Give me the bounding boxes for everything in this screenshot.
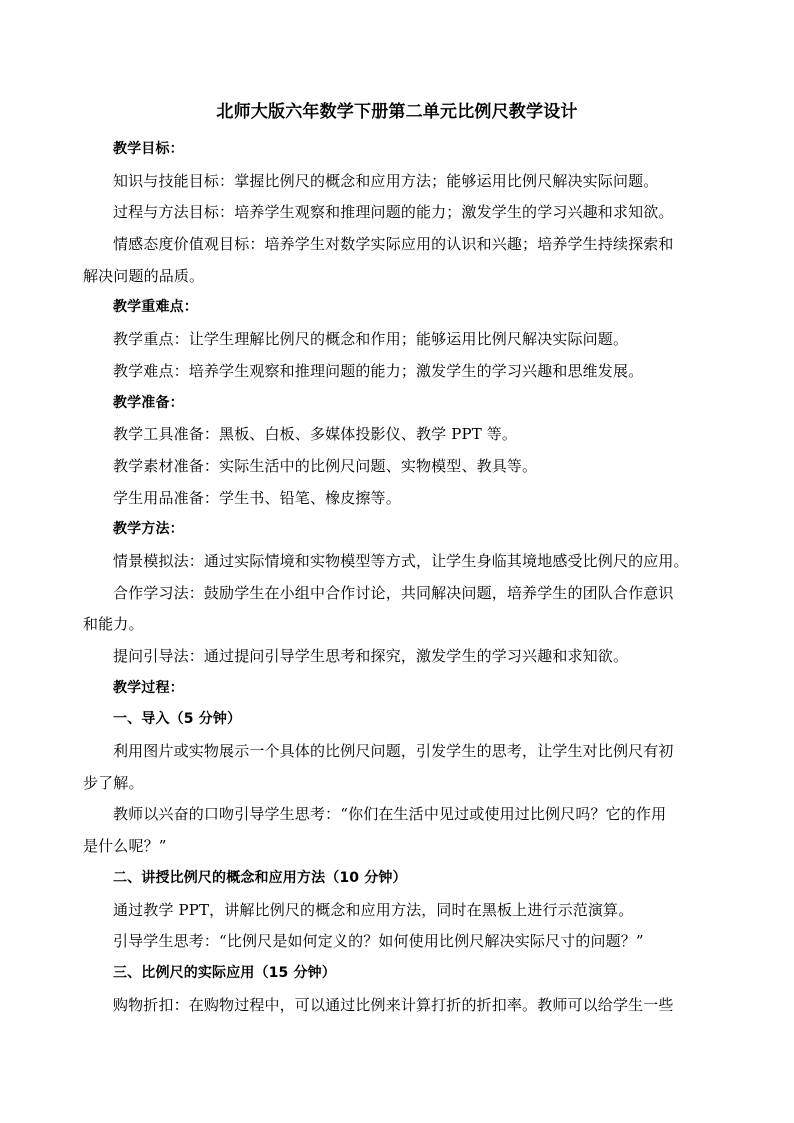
paragraph-simulation: 情景模拟法：通过实际情境和实物模型等方式，让学生身临其境地感受比例尺的应用。	[113, 551, 689, 570]
paragraph-concept: 通过教学 PPT，讲解比例尺的概念和应用方法，同时在黑板上进行示范演算。	[113, 900, 634, 919]
paragraph-tools: 教学工具准备：黑板、白板、多媒体投影仪、教学 PPT 等。	[113, 425, 518, 444]
paragraph-attitude-goal: 情感态度价值观目标：培养学生对数学实际应用的认识和兴趣；培养学生持续探索和	[113, 235, 674, 254]
paragraph-key-point: 教学重点：让学生理解比例尺的概念和作用；能够运用比例尺解决实际问题。	[113, 330, 629, 349]
paragraph-cooperative-cont: 和能力。	[83, 615, 144, 634]
heading-teaching-goals: 教学目标：	[113, 141, 184, 157]
paragraph-attitude-goal-cont: 解决问题的品质。	[83, 266, 205, 285]
paragraph-materials: 教学素材准备：实际生活中的比例尺问题、实物模型、教具等。	[113, 456, 538, 475]
document-title: 北师大版六年数学下册第二单元比例尺教学设计	[216, 102, 578, 122]
paragraph-teacher-question-cont: 是什么呢？”	[83, 837, 167, 856]
paragraph-student-supplies: 学生用品准备：学生书、铅笔、橡皮擦等。	[113, 488, 401, 507]
heading-process: 教学过程：	[113, 679, 184, 696]
paragraph-cooperative: 合作学习法：鼓励学生在小组中合作讨论，共同解决问题，培养学生的团队合作意识	[113, 583, 674, 602]
section-concept: 二、讲授比例尺的概念和应用方法（10 分钟）	[113, 869, 407, 886]
document-body	[83, 134, 713, 1021]
paragraph-knowledge-goal: 知识与技能目标：掌握比例尺的概念和应用方法；能够运用比例尺解决实际问题。	[113, 171, 659, 190]
paragraph-questioning: 提问引导法：通过提问引导学生思考和探究，激发学生的学习兴趣和求知欲。	[113, 647, 629, 665]
section-intro: 一、导入（5 分钟）	[113, 711, 242, 728]
paragraph-teacher-question: 教师以兴奋的口吻引导学生思考：“你们在生活中见过或使用过比例尺吗？它的作用	[113, 805, 667, 824]
section-application: 三、比例尺的实际应用（15 分钟）	[113, 964, 336, 981]
heading-methods: 教学方法：	[113, 521, 184, 538]
paragraph-intro-cont: 步了解。	[83, 773, 144, 792]
paragraph-process-goal: 过程与方法目标：培养学生观察和推理问题的能力；激发学生的学习兴趣和求知欲。	[113, 203, 674, 222]
heading-preparation: 教学准备：	[113, 394, 184, 411]
paragraph-guide-thinking: 引导学生思考：“比例尺是如何定义的？如何使用比例尺解决实际尺寸的问题？”	[113, 932, 644, 951]
paragraph-difficult-point: 教学难点：培养学生观察和推理问题的能力；激发学生的学习兴趣和思维发展。	[113, 361, 644, 380]
paragraph-shopping-discount: 购物折扣：在购物过程中，可以通过比例来计算打折的折扣率。教师可以给学生一些	[113, 995, 674, 1014]
heading-key-points: 教学重难点：	[113, 299, 198, 316]
paragraph-intro: 利用图片或实物展示一个具体的比例尺问题，引发学生的思考，让学生对比例尺有初	[113, 742, 674, 761]
